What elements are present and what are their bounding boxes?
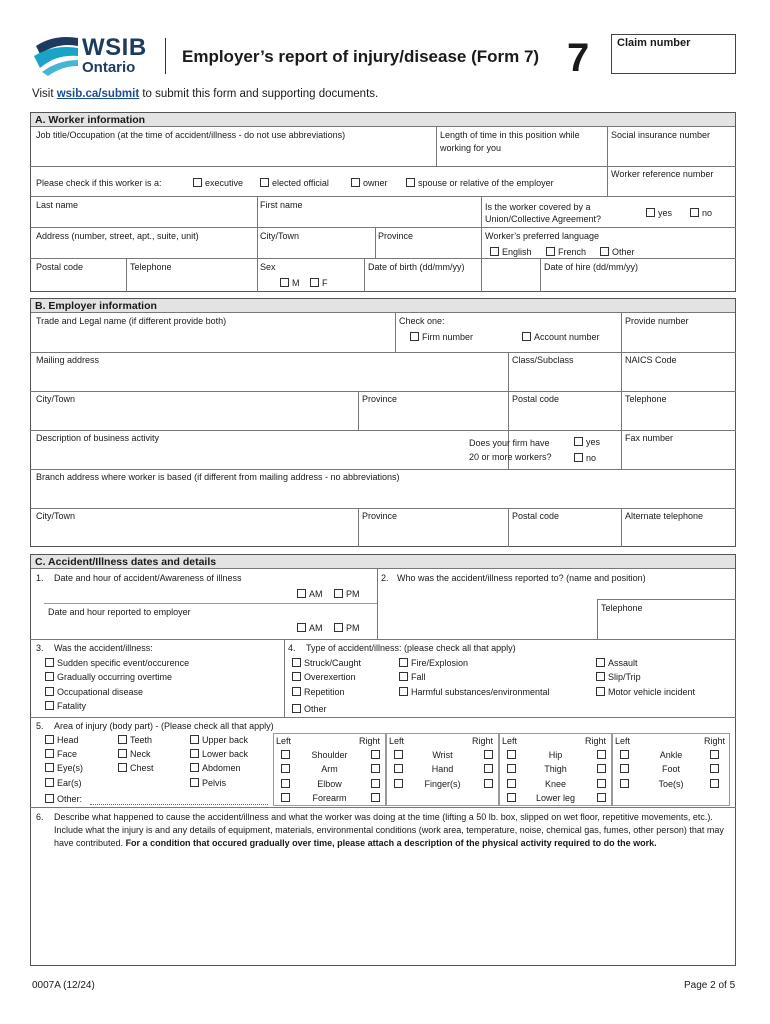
left-checkbox[interactable] (394, 779, 403, 788)
q4-option[interactable]: Struck/Caught (292, 657, 361, 669)
firm-20-label-2: 20 or more workers? (469, 452, 552, 462)
sex-m-checkbox[interactable]: M (280, 277, 300, 289)
body-part-option[interactable]: Lower back (190, 748, 248, 760)
executive-checkbox[interactable]: executive (193, 177, 243, 189)
checkbox-icon[interactable] (297, 623, 306, 632)
body-part-option[interactable]: Pelvis (190, 777, 226, 789)
q2-telephone-label: Telephone (601, 603, 643, 613)
length-label-1: Length of time in this position while (440, 130, 580, 140)
page-number: Page 2 of 5 (684, 980, 736, 991)
q3-label: Was the accident/illness: (54, 643, 153, 653)
provide-number-label: Provide number (625, 316, 689, 326)
right-label: Right (585, 736, 607, 746)
checkbox-icon[interactable] (399, 687, 408, 696)
checkbox-icon[interactable] (646, 208, 655, 217)
q1-label: Date and hour of accident/Awareness of illness (54, 573, 242, 583)
form-number: 7 (567, 36, 590, 80)
left-checkbox[interactable] (394, 764, 403, 773)
right-checkbox[interactable] (371, 779, 380, 788)
limb-label: Foot (661, 764, 680, 774)
q1-number: 1. (36, 573, 44, 583)
alt-telephone-label: Alternate telephone (625, 511, 704, 521)
q6-instructions (54, 811, 732, 850)
postal-label: Postal code (36, 262, 84, 272)
form-code: 0007A (12/24) (32, 980, 95, 991)
q4-label: Type of accident/illness: (please check all that apply) (306, 643, 516, 653)
b-telephone-label: Telephone (625, 394, 667, 404)
left-checkbox[interactable] (507, 750, 516, 759)
visit-line (32, 88, 378, 100)
checkbox-icon[interactable] (596, 672, 605, 681)
body-part-option[interactable]: Neck (118, 748, 151, 760)
right-label: Right (359, 736, 381, 746)
q4-option[interactable]: Overexertion (292, 671, 356, 683)
q5-number: 5. (36, 721, 44, 731)
checkbox-icon[interactable] (310, 278, 319, 287)
telephone-label: Telephone (130, 262, 172, 272)
union-no-checkbox[interactable]: no (690, 207, 712, 219)
q3-option[interactable]: Fatality (45, 700, 86, 712)
checkbox-icon[interactable] (45, 763, 54, 772)
last-name-label: Last name (36, 200, 79, 210)
language-label: Worker’s preferred language (485, 231, 600, 241)
checkbox-icon[interactable] (260, 178, 269, 187)
body-part-option[interactable]: Eye(s) (45, 762, 83, 774)
checkbox-icon[interactable] (351, 178, 360, 187)
checkbox-icon[interactable] (190, 763, 199, 772)
q2-number: 2. (381, 573, 389, 583)
checkbox-icon[interactable] (45, 749, 54, 758)
english-checkbox[interactable]: English (490, 246, 532, 258)
address-label: Address (number, street, apt., suite, unit) (36, 231, 199, 241)
checkbox-icon[interactable] (45, 794, 54, 803)
b-city-label: City/Town (36, 394, 76, 404)
body-part-option[interactable]: Abdomen (190, 762, 241, 774)
logo-wordmark: WSIB (82, 34, 147, 61)
checkbox-icon[interactable] (546, 247, 555, 256)
sin-label: Social insurance number (611, 130, 711, 140)
submit-link[interactable]: wsib.ca/submit (56, 88, 140, 100)
checkbox-icon[interactable] (292, 672, 301, 681)
reported-pm-checkbox[interactable]: PM (334, 622, 360, 634)
left-checkbox[interactable] (281, 764, 290, 773)
checkbox-icon[interactable] (118, 735, 127, 744)
checkbox-icon[interactable] (193, 178, 202, 187)
body-part-option[interactable]: Ear(s) (45, 777, 82, 789)
left-checkbox[interactable] (281, 750, 290, 759)
b-postal2-label: Postal code (512, 511, 560, 521)
firm-number-checkbox[interactable]: Firm number (410, 331, 473, 343)
checkbox-icon[interactable] (118, 749, 127, 758)
left-checkbox[interactable] (620, 779, 629, 788)
q4-option[interactable]: Repetition (292, 686, 345, 698)
limb-label: Wrist (432, 750, 453, 760)
body-part-option[interactable]: Head (45, 734, 79, 746)
left-label: Left (615, 736, 631, 746)
checkbox-icon[interactable] (490, 247, 499, 256)
limb-label: Knee (544, 779, 567, 789)
q6-description-area[interactable] (54, 866, 732, 962)
naics-label: NAICS Code (625, 355, 677, 365)
length-label-2: working for you (440, 143, 502, 153)
other-language-checkbox[interactable]: Other (600, 246, 635, 258)
q3-option[interactable]: Occupational disease (45, 686, 143, 698)
q6-number: 6. (36, 812, 44, 822)
limb-label: Ankle (659, 750, 683, 760)
french-checkbox[interactable]: French (546, 246, 586, 258)
checkbox-icon[interactable] (334, 589, 343, 598)
firm-20-no-checkbox[interactable]: no (574, 452, 596, 464)
checkbox-icon[interactable] (334, 623, 343, 632)
limb-label: Hip (548, 750, 563, 760)
limb-label: Elbow (317, 779, 342, 789)
worker-ref-label: Worker reference number (611, 169, 714, 179)
q5-label: Area of injury (body part) - (Please check all that apply) (54, 721, 274, 731)
doh-label: Date of hire (dd/mm/yy) (544, 262, 639, 272)
claim-number-label: Claim number (617, 37, 691, 49)
visit-suffix: to submit this form and supporting documents. (139, 88, 379, 100)
owner-checkbox[interactable]: owner (351, 177, 388, 189)
right-checkbox[interactable] (371, 750, 380, 759)
section-b-title: B. Employer information (31, 299, 735, 313)
worker-type-label: Please check if this worker is a: (36, 178, 162, 188)
visit-prefix: Visit (32, 88, 57, 100)
checkbox-icon[interactable] (190, 735, 199, 744)
section-c-title: C. Accident/Illness dates and details (31, 555, 735, 569)
checkbox-icon[interactable] (399, 658, 408, 667)
branch-label: Branch address where worker is based (if different from mailing address - no abbreviations) (36, 472, 400, 482)
wsib-logo (32, 32, 152, 78)
mailing-label: Mailing address (36, 355, 100, 365)
checkbox-icon[interactable] (45, 735, 54, 744)
sex-f-checkbox[interactable]: F (310, 277, 328, 289)
checkbox-icon[interactable] (292, 704, 301, 713)
limb-label: Lower leg (535, 793, 576, 803)
checkbox-icon[interactable] (399, 672, 408, 681)
q4-option[interactable]: Other (292, 703, 327, 715)
firm-20-yes-checkbox[interactable]: yes (574, 436, 600, 448)
q3-option[interactable]: Gradually occurring overtime (45, 671, 172, 683)
left-checkbox[interactable] (394, 750, 403, 759)
q6-bold-text: For a condition that occured gradually over time, please attach a description of the physical activity required to do the work. (125, 838, 657, 848)
checkbox-icon[interactable] (297, 589, 306, 598)
checkbox-icon[interactable] (45, 687, 54, 696)
section-a-title: A. Worker information (31, 113, 735, 127)
left-label: Left (502, 736, 518, 746)
checkbox-icon[interactable] (292, 687, 301, 696)
right-checkbox[interactable] (597, 764, 606, 773)
checkbox-icon[interactable] (280, 278, 289, 287)
body-part-other[interactable]: Other: (45, 793, 82, 805)
checkbox-icon[interactable] (190, 778, 199, 787)
union-label-2: Union/Collective Agreement? (485, 214, 602, 224)
limb-label: Finger(s) (424, 779, 461, 789)
left-label: Left (276, 736, 292, 746)
checkbox-icon[interactable] (190, 749, 199, 758)
checkbox-icon[interactable] (600, 247, 609, 256)
job-title-label: Job title/Occupation (at the time of accident/illness - do not use abbreviations) (36, 130, 346, 140)
business-label: Description of business activity (36, 433, 160, 443)
firm-20-label-1: Does your firm have (469, 438, 550, 448)
body-part-option[interactable]: Face (45, 748, 77, 760)
left-checkbox[interactable] (620, 750, 629, 759)
right-checkbox[interactable] (371, 764, 380, 773)
checkbox-icon[interactable] (292, 658, 301, 667)
limb-label: Shoulder (311, 750, 348, 760)
q4-option[interactable]: Slip/Trip (596, 671, 641, 683)
right-checkbox[interactable] (484, 750, 493, 759)
b-province-label: Province (362, 394, 398, 404)
dob-label: Date of birth (dd/mm/yy) (368, 262, 465, 272)
wsib-logo-icon (32, 32, 80, 76)
right-label: Right (704, 736, 726, 746)
right-checkbox[interactable] (597, 793, 606, 802)
q3-option[interactable]: Sudden specific event/occurence (45, 657, 189, 669)
union-label-1: Is the worker covered by a (485, 202, 591, 212)
right-checkbox[interactable] (597, 779, 606, 788)
left-checkbox[interactable] (507, 779, 516, 788)
account-number-checkbox[interactable]: Account number (522, 331, 600, 343)
limb-label: Thigh (544, 764, 567, 774)
checkbox-icon[interactable] (45, 658, 54, 667)
body-part-option[interactable]: Chest (118, 762, 154, 774)
reported-label: Date and hour reported to employer (48, 607, 191, 617)
checkbox-icon[interactable] (596, 658, 605, 667)
b-postal-label: Postal code (512, 394, 560, 404)
b-province2-label: Province (362, 511, 398, 521)
q1-am-checkbox[interactable]: AM (297, 588, 323, 600)
logo-divider (165, 38, 166, 74)
right-checkbox[interactable] (484, 764, 493, 773)
body-part-option[interactable]: Upper back (190, 734, 248, 746)
spouse-checkbox[interactable]: spouse or relative of the employer (406, 177, 554, 189)
limb-label: Toe(s) (658, 779, 684, 789)
limb-label: Forearm (312, 793, 347, 803)
fax-label: Fax number (625, 433, 674, 443)
elected-checkbox[interactable]: elected official (260, 177, 329, 189)
left-label: Left (389, 736, 405, 746)
checkbox-icon[interactable] (522, 332, 531, 341)
left-checkbox[interactable] (281, 793, 290, 802)
check-one-label: Check one: (399, 316, 445, 326)
right-label: Right (472, 736, 494, 746)
q4-option[interactable]: Fire/Explosion (399, 657, 468, 669)
checkbox-icon[interactable] (410, 332, 419, 341)
checkbox-icon[interactable] (118, 763, 127, 772)
union-yes-checkbox[interactable]: yes (646, 207, 672, 219)
checkbox-icon[interactable] (45, 701, 54, 710)
checkbox-icon[interactable] (45, 778, 54, 787)
checkbox-icon[interactable] (574, 453, 583, 462)
left-checkbox[interactable] (620, 764, 629, 773)
q4-option[interactable]: Fall (399, 671, 426, 683)
q4-number: 4. (288, 643, 296, 653)
q2-label: Who was the accident/illness reported to? (name and position) (397, 573, 646, 583)
left-checkbox[interactable] (507, 764, 516, 773)
city-label: City/Town (260, 231, 300, 241)
checkbox-icon[interactable] (45, 672, 54, 681)
right-checkbox[interactable] (597, 750, 606, 759)
q4-option[interactable]: Motor vehicle incident (596, 686, 695, 698)
reported-am-checkbox[interactable]: AM (297, 622, 323, 634)
checkbox-icon[interactable] (406, 178, 415, 187)
right-checkbox[interactable] (371, 793, 380, 802)
logo-subtitle: Ontario (82, 59, 136, 76)
q1-pm-checkbox[interactable]: PM (334, 588, 360, 600)
left-checkbox[interactable] (281, 779, 290, 788)
checkbox-icon[interactable] (574, 437, 583, 446)
body-part-option[interactable]: Teeth (118, 734, 152, 746)
checkbox-icon[interactable] (596, 687, 605, 696)
checkbox-icon[interactable] (690, 208, 699, 217)
b-city2-label: City/Town (36, 511, 76, 521)
claim-number-field[interactable] (611, 34, 736, 74)
q6-text: Describe what happened to cause the accident/illness and what the worker was doing at the time (lifting a 50 lb. box, slipped on wet floor, repetitive movements, etc.). Include what the injury is and any details of equipment, materials, environmental conditions (work area, temperature, noise, chemical gas, fumes, other person) that may have contributed. (54, 812, 724, 848)
q4-option[interactable]: Harmful substances/environmental (399, 686, 550, 698)
limb-label: Arm (321, 764, 338, 774)
right-checkbox[interactable] (484, 779, 493, 788)
left-checkbox[interactable] (507, 793, 516, 802)
limb-label: Hand (431, 764, 454, 774)
trade-name-label: Trade and Legal name (if different provide both) (36, 316, 227, 326)
q3-number: 3. (36, 643, 44, 653)
sex-label: Sex (260, 262, 276, 272)
page-title: Employer’s report of injury/disease (Form 7) (182, 47, 540, 66)
q4-option[interactable]: Assault (596, 657, 638, 669)
class-label: Class/Subclass (512, 355, 574, 365)
first-name-label: First name (260, 200, 303, 210)
province-label: Province (378, 231, 414, 241)
